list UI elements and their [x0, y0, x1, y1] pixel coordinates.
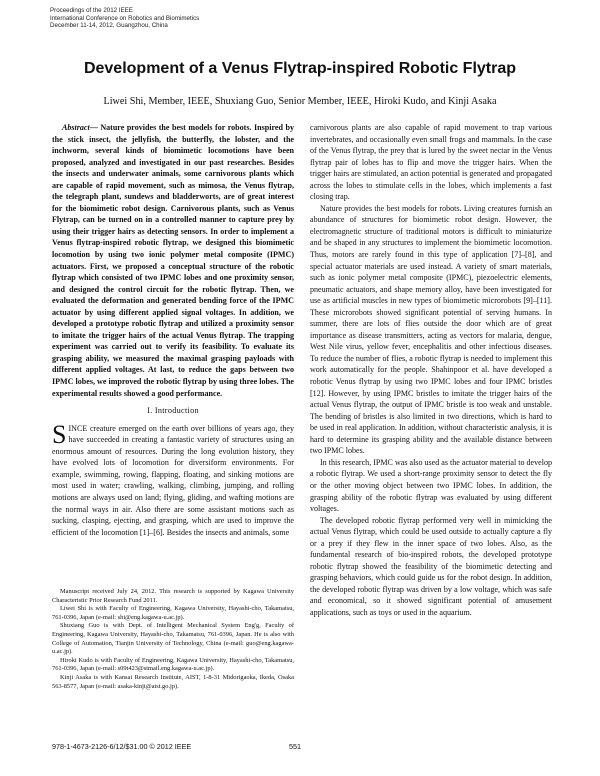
page-number: 551: [289, 742, 301, 751]
drop-cap: S: [52, 419, 67, 449]
footnotes: [52, 588, 294, 691]
footnote: Shuxiang Guo is with Dept. of Intelligent Mechanical System Eng'g, Faculty of Engineering, Kagawa University, Hayashi-cho, Takamatsu, 761-0396, Japan. He is also with College of Automation, Tianjin University of Technology, China (e-mail: guo@eng.kagawa-u.ac.jp).: [52, 622, 294, 656]
abstract-label: Abstract: [62, 123, 90, 132]
body-paragraph: carnivorous plants are also capable of rapid movement to trap various invertebrates, and occasionally even small frogs and mammals. In the case of the Venus flytrap, the prey that is lured by the sweet nectar in the Venus flytrap pair of lobes has to flip and move the trigger hairs. When the trigger hairs are stimulated, an action potential is generated and propagated across the lobes to stimulate cells in the lobes, which implements a fast closing trap.: [310, 123, 552, 202]
footnote: Manuscript received July 24, 2012. This research is supported by Kagawa University Characteristic Prior Research Fund 2011.: [52, 588, 294, 604]
footnote: Hiroki Kudo is with Faculty of Engineering, Kagawa University, Hayashi-cho, Takamatsu, 761-0396, Japan (e-mail: s09t423@stmail.eng.kagawa-u.ac.jp).: [52, 656, 294, 673]
author-list: Liwei Shi, Member, IEEE, Shuxiang Guo, Senior Member, IEEE, Hiroki Kudo, and Kinji Asaka: [103, 96, 497, 107]
body-paragraph: Nature provides the best models for robots. Living creatures furnish an abundance of structures for biomimetic robot design. However, the electromagnetic structure of traditional motors is difficult to miniaturize and be shaped in any structures to implement the biomimetic locomotion. Thus, motors are rarely found in this type of application [7]–[8], and special actuator materials are used instead. A variety of smart materials, such as ionic polymer metal composite (IPMC), piezoelectric elements, pneumatic actuators, and shape memory alloy, have been investigated for use as artificial muscles in new types of biomimetic microrobots [9]–[11]. These microrobots showed significant potential of serving humans. In summer, there are lots of flies outside the door which are of great importance as disease transmitters, acting as vectors for malaria, dengue, West Nile virus, yellow fever, encephalitis and other infectious diseases. To reduce the number of flies, a robotic flytrap is needed to implement this work automatically for the people. Shahinpoor et al. have developed a robotic Venus flytrap by using two IPMC lobes and four IPMC bristles [12]. However, by using IPMC bristles to imitate the trigger hairs of the actual Venus flytrap, the output of IPMC bristle is too weak and unstable. The bending of bristles is also limited in two directions, which is hard to be used in real application. In addition, without characteristic analysis, it is hard to determine its grasping ability and the available distance between two IPMC lobes.: [310, 203, 552, 456]
section-heading-introduction: I. Introduction: [147, 406, 199, 416]
body-paragraph: The developed robotic flytrap performed very well in mimicking the actual Venus flytrap, which could be used outside to actually capture a fly or a prey if they flew in the inner space of two lobes. Also, as the fundamental research of bio-inspired robots, the developed prototype robotic flytrap showed the feasibility of the biomimetic detecting and grasping behaviors, which could guide us for the robot design. In addition, the developed robotic flytrap was driven by a low voltage, which was safe and economical, so it showed significant potential of amusement applications, such as toys or used in the aquarium.: [310, 515, 552, 617]
paper-title: Development of a Venus Flytrap-inspired Robotic Flytrap: [83, 60, 517, 77]
header-line-2: International Conference on Robotics and Biomimetics: [50, 14, 200, 22]
abstract: [52, 122, 294, 399]
intro-text: INCE creature emerged on the earth over billions of years ago, they have succeeded in creating a fantastic variety of structures using an enormous amount of resources. During the long evolution history, they have evolved lots of locomotion for diversiform environments. For example, swimming, rowing, flapping, floating, and sinking motions are most used in water; crawling, walking, climbing, jumping, and rolling motions are always used on land; flying, gliding, and wafting motions are the normal ways in air. Also there are some assistant motions such as sucking, clasping, ejecting, and grasping, which are used to improve the efficient of the locomotion [1]–[6]. Besides the insects and animals, some: [52, 423, 294, 537]
abstract-text: — Nature provides the best models for robots. Inspired by the stick insect, the jellyfish, the butterfly, the lobster, and the inchworm, several kinds of biomimetic locomotions have been proposed, analyzed and investigated in our past researches. Besides the insects and underwater animals, some carnivorous plants which are capable of rapid movement, such as mimosa, the Venus flytrap, the telegraph plant, sundews and bladderworts, are of great interest for the biomimetic robot design. Carnivorous plants, such as Venus Flytrap, can be turned on in a controlled manner to capture prey by using their trigger hairs as detecting sensors. In order to implement a Venus flytrap-inspired robotic flytrap, we designed this biomimetic locomotion by using two ionic polymer metal composite (IPMC) actuators. First, we proposed a conceptual structure of the robotic flytrap which consisted of two IPMC lobes and one proximity sensor, and designed the control circuit for the robotic flytrap. Then, we evaluated the deformation and generated bending force of the IPMC actuator by using different applied signal voltages. In addition, we developed a prototype robotic flytrap and utilized a proximity sensor to imitate the trigger hairs of the actual Venus flytrap. The trapping experiment was carried out to verify its feasibility. To evaluate its grasping ability, we measured the maximal grasping payloads with different applied voltages. At last, to reduce the gaps between two IPMC lobes, we improved the robotic flytrap by using three lobes. The experimental results showed a good performance.: [52, 123, 294, 398]
right-column: [310, 122, 552, 619]
header-line-3: December 11-14, 2012, Guangzhou, China: [50, 22, 168, 29]
isbn-copyright: 978-1-4673-2126-6/12/$31.00 © 2012 IEEE: [52, 742, 192, 751]
footnote: Liwei Shi is with Faculty of Engineering, Kagawa University, Hayashi-cho, Takamatsu, 761-0396, Japan (e-mail: shi@eng.kagawa-u.ac.jp).: [52, 605, 294, 621]
body-paragraph: In this research, IPMC was also used as the actuator material to develop a robotic flytrap. We used a short-range proximity sensor to detect the fly or the other moving object between two IPMC lobes. In addition, the grasping ability of the robotic flytrap was evaluated by using different voltages.: [310, 457, 552, 514]
left-column: [52, 122, 294, 538]
intro-paragraph-1: [52, 419, 294, 538]
footnote: Kinji Asaka is with Kansai Research Institute, AIST, 1-8-31 Midorigaoka, Ikeda, Osaka 563-8577, Japan (e-mail: asaka-kinji@aist.go.jp).: [52, 673, 294, 690]
proceedings-header: [50, 7, 199, 30]
header-line-1: Proceedings of the 2012 IEEE: [50, 7, 133, 14]
